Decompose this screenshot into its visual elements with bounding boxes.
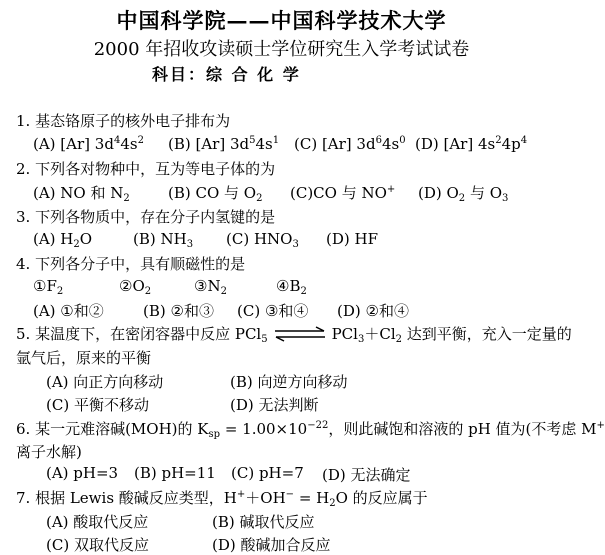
- q4-species-1: $①F_2$: [33, 277, 64, 297]
- q1-option-a: (A) [Ar] $3d^44s^2$: [33, 135, 144, 153]
- question-1-stem: 1. 基态铬原子的核外电子排布为: [16, 112, 231, 130]
- q1-option-c: (C) [Ar] $3d^64s^0$: [294, 135, 406, 153]
- q6-option-c: (C) pH=7: [231, 464, 304, 482]
- q2-option-d: (D) $O_2$ 与 $O_3$: [418, 184, 509, 204]
- q5-option-a: (A) 向正方向移动: [46, 373, 164, 391]
- equilibrium-arrow-icon: [274, 327, 326, 341]
- q2-option-a: (A) NO 和 $N_2$: [33, 184, 130, 204]
- exam-subtitle: 2000 年招收攻读硕士学位研究生入学考试试卷: [93, 39, 470, 60]
- question-6-stem: 6. 某一元难溶碱(MOH)的 $K_{sp} = 1.00\times 10^{-22}$，则此碱饱和溶液的 pH 值为(不考虑 M+: [16, 420, 605, 440]
- q4-option-c: (C) ③和④: [237, 302, 309, 320]
- q7-option-c: (C) 双取代反应: [46, 536, 149, 554]
- q2-option-b: (B) CO 与 $O_2$: [168, 184, 263, 204]
- q4-species-3: $③N_2$: [194, 277, 227, 297]
- exam-title: 中国科学院——中国科学技术大学: [116, 8, 447, 33]
- q4-option-b: (B) ②和③: [143, 302, 214, 320]
- q7-option-a: (A) 酸取代反应: [46, 513, 149, 531]
- q3-option-b: (B) $NH_3$: [133, 230, 194, 250]
- question-2-stem: 2. 下列各对物种中，互为等电子体的为: [16, 160, 276, 178]
- q4-species-2: $②O_2$: [119, 277, 152, 297]
- question-7-stem: 7. 根据 Lewis 酸碱反应类型，$H^++OH^- = H_2O$ 的反应属于: [16, 489, 428, 509]
- q4-species-4: $④B_2$: [276, 277, 307, 297]
- q7-option-b: (B) 碱取代反应: [212, 513, 315, 531]
- question-5-stem-line2: 氩气后，原来的平衡: [16, 349, 152, 367]
- question-3-stem: 3. 下列各物质中，存在分子内氢键的是: [16, 208, 276, 226]
- q5-option-b: (B) 向逆方向移动: [230, 373, 348, 391]
- q5-option-d: (D) 无法判断: [230, 396, 319, 414]
- q3-option-a: (A) $H_2O$: [33, 230, 93, 250]
- q6-option-a: (A) pH=3: [46, 464, 119, 482]
- q1-option-d: (D) [Ar] $4s^24p^4$: [415, 135, 528, 153]
- question-6-stem-line2: 离子水解): [16, 443, 82, 461]
- q6-option-b: (B) pH=11: [134, 464, 216, 482]
- q2-option-c: (C)CO 与 NO+: [290, 184, 396, 202]
- question-4-stem: 4. 下列各分子中，具有顺磁性的是: [16, 255, 246, 273]
- q7-option-d: (D) 酸碱加合反应: [212, 536, 331, 554]
- exam-subject: 科目：综 合 化 学: [152, 65, 301, 84]
- q3-option-d: (D) HF: [326, 230, 378, 248]
- q4-option-d: (D) ②和④: [337, 302, 409, 320]
- question-5-stem: 5. 某温度下，在密闭容器中反应 PCl$_5$ $PCl_3+Cl_2$ 达到平衡，充入一定量的: [16, 325, 572, 345]
- q6-option-d: (D) 无法确定: [322, 466, 411, 484]
- q1-option-b: (B) [Ar] $3d^54s^1$: [168, 135, 280, 153]
- q4-option-a: (A) ①和②: [33, 302, 104, 320]
- q3-option-c: (C) $HNO_3$: [226, 230, 299, 250]
- q5-option-c: (C) 平衡不移动: [46, 396, 149, 414]
